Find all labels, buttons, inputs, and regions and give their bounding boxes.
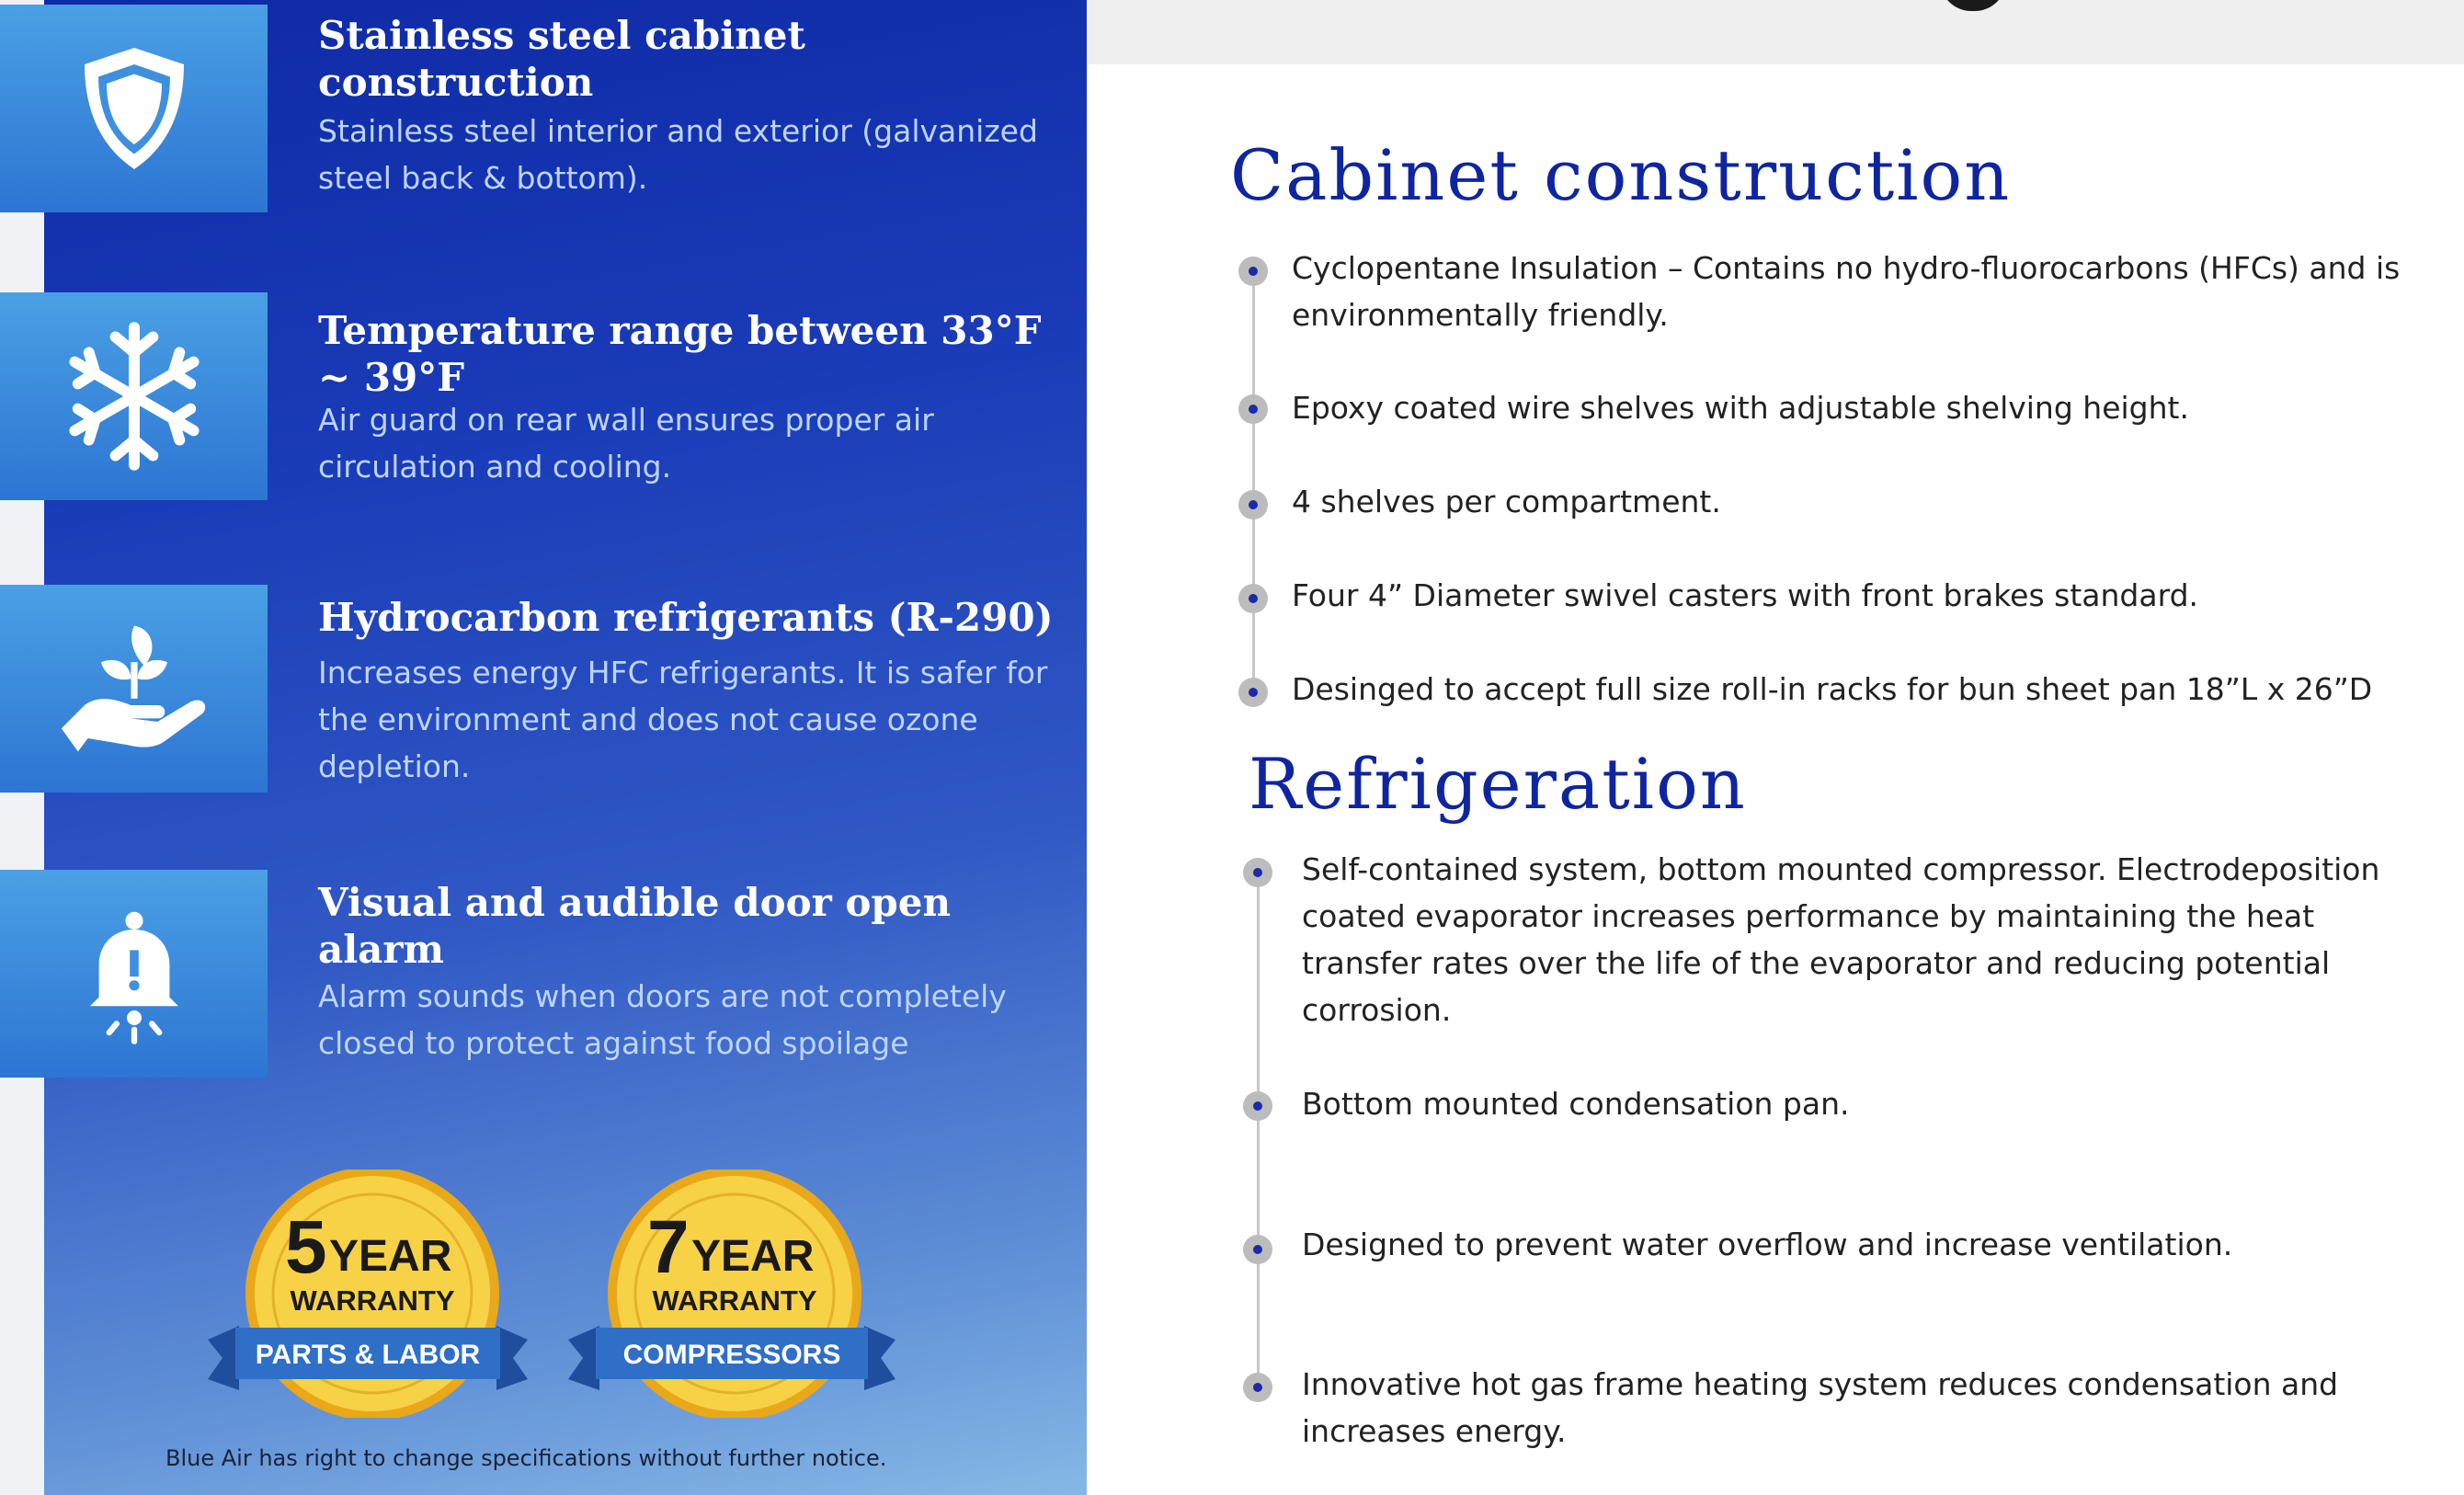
timeline-line-refrigeration [1257, 873, 1260, 1388]
plant-hand-icon [51, 606, 217, 771]
feature-icon-box [0, 292, 268, 500]
timeline-dot [1243, 1091, 1272, 1121]
cabinet-item: Four 4” Diameter swivel casters with front brakes standard. [1292, 577, 2199, 613]
feature-icon-box [0, 5, 268, 212]
timeline-dot [1243, 1235, 1272, 1264]
cabinet-item: Cyclopentane Insulation – Contains no hydro-fluorocarbons (HFCs) and is environmentally friendly. [1292, 250, 2401, 333]
timeline-dot [1238, 490, 1268, 519]
timeline-dot [1238, 257, 1268, 286]
cabinet-item: Epoxy coated wire shelves with adjustable shelving height. [1292, 390, 2189, 426]
cabinet-item: Desinged to accept full size roll-in racks for bun sheet pan 18”L x 26”D [1292, 671, 2373, 707]
refrigeration-item: Bottom mounted condensation pan. [1302, 1086, 1850, 1122]
badge-number: 5 [285, 1205, 327, 1289]
shield-icon [65, 40, 203, 177]
feature-title: Stainless steel cabinet construction [318, 13, 805, 105]
badge-year: YEAR [691, 1232, 815, 1281]
refrigeration-item: Designed to prevent water overflow and increase ventilation. [1302, 1227, 2233, 1262]
badge-number: 7 [647, 1205, 690, 1289]
feature-description: Air guard on rear wall ensures proper air circulation and cooling. [318, 402, 934, 485]
bell-icon [61, 900, 208, 1047]
cabinet-item: 4 shelves per compartment. [1292, 484, 1721, 519]
timeline-line-cabinet [1252, 271, 1255, 692]
refrigeration-item: Innovative hot gas frame heating system reduces condensation and increases energy. [1302, 1366, 2339, 1449]
snowflake-icon [56, 318, 212, 474]
disclaimer-text: Blue Air has right to change specifications without further notice. [165, 1445, 887, 1471]
section-title-refrigeration: Refrigeration [1249, 743, 1747, 825]
warranty-badge-7-year [566, 1170, 897, 1418]
badge-ribbon: PARTS & LABOR [255, 1340, 481, 1370]
badge-ribbon: COMPRESSORS [622, 1340, 841, 1370]
feature-title: Temperature range between 33°F ~ 39°F [318, 308, 1042, 400]
warranty-badge-5-year [202, 1170, 533, 1418]
timeline-dot [1238, 678, 1268, 707]
section-title-cabinet: Cabinet construction [1230, 134, 2012, 216]
timeline-dot [1243, 1373, 1272, 1402]
top-gray-band [1089, 0, 2464, 64]
timeline-dot [1238, 584, 1268, 613]
feature-icon-box [0, 585, 268, 793]
feature-description: Increases energy HFC refrigerants. It is safer for the environment and does not cause ozone depletion. [318, 655, 1048, 784]
timeline-dot [1243, 858, 1272, 887]
timeline-dot [1238, 394, 1268, 424]
badge-year: YEAR [329, 1232, 452, 1281]
badge-warranty: WARRANTY [290, 1284, 455, 1317]
feature-description: Stainless steel interior and exterior (galvanized steel back & bottom). [318, 113, 1038, 196]
feature-icon-box [0, 870, 268, 1078]
feature-description: Alarm sounds when doors are not completely closed to protect against food spoilage [318, 978, 1007, 1061]
feature-title: Visual and audible door open alarm [318, 880, 952, 972]
badge-warranty: WARRANTY [652, 1284, 817, 1317]
feature-title: Hydrocarbon refrigerants (R-290) [318, 595, 1054, 640]
refrigeration-item: Self-contained system, bottom mounted compressor. Electrodeposition coated evaporator increases performance by maintaining the heat transfer rates over the life of the evaporator and reducing potential corrosion. [1302, 851, 2380, 1028]
